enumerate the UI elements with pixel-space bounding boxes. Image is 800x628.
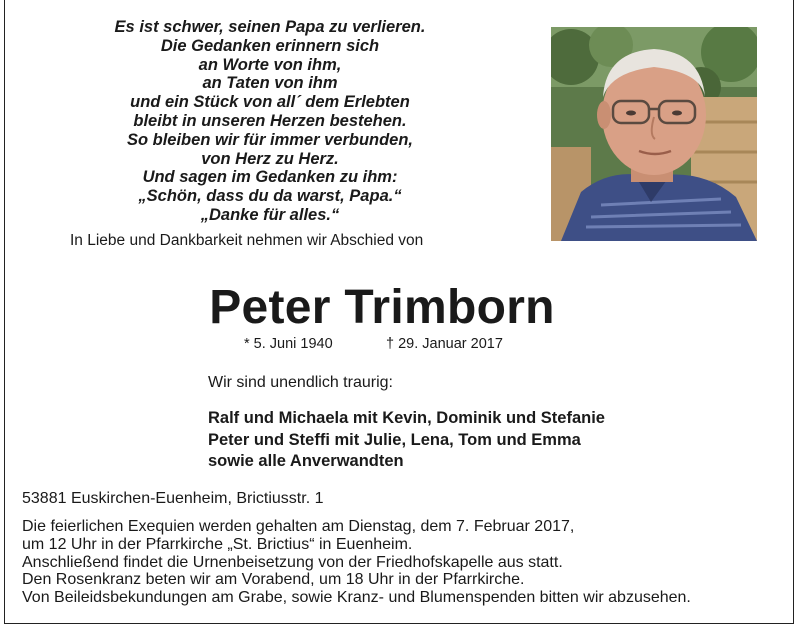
birth-date: * 5. Juni 1940 — [244, 336, 333, 352]
service-line: um 12 Uhr in der Pfarrkirche „St. Brictius“ in Euenheim. — [22, 535, 413, 553]
poem-line: bleibt in unseren Herzen bestehen. — [133, 111, 407, 130]
mourners-line: sowie alle Anverwandten — [208, 452, 404, 470]
poem-line: an Taten von ihm — [202, 74, 338, 93]
funeral-service-details — [22, 518, 691, 607]
death-date: † 29. Januar 2017 — [386, 336, 503, 352]
poem-line: an Worte von ihm, — [198, 55, 342, 74]
poem-line: von Herz zu Herz. — [201, 149, 339, 168]
mourners-line: Peter und Steffi mit Julie, Lena, Tom und Emma — [208, 430, 581, 449]
mourners-list — [208, 408, 605, 473]
poem-line: Und sagen im Gedanken zu ihm: — [142, 168, 398, 187]
mourning-intro: Wir sind unendlich traurig: — [208, 374, 393, 391]
poem-line: Die Gedanken erinnern sich — [160, 36, 380, 55]
service-line: Die feierlichen Exequien werden gehalten am Dienstag, dem 7. Februar 2017, — [22, 518, 575, 535]
service-line: Von Beileidsbekundungen am Grabe, sowie Kranz- und Blumenspenden bitten wir abzusehen. — [22, 589, 691, 607]
poem-line: „Schön, dass du da warst, Papa.“ — [138, 187, 402, 206]
memorial-poem — [70, 18, 470, 225]
service-line: Anschließend findet die Urnenbeisetzung von der Friedhofskapelle aus statt. — [22, 553, 563, 571]
poem-line: „Danke für alles.“ — [200, 205, 340, 224]
family-address: 53881 Euskirchen-Euenheim, Brictiusstr. 1 — [22, 490, 324, 507]
poem-line: und ein Stück von all´ dem Erlebten — [130, 93, 410, 112]
farewell-intro: In Liebe und Dankbarkeit nehmen wir Abschied von — [70, 232, 424, 249]
portrait-photo — [551, 27, 757, 241]
mourners-line: Ralf und Michaela mit Kevin, Dominik und Stefanie — [208, 409, 605, 427]
poem-line: So bleiben wir für immer verbunden, — [126, 130, 414, 149]
deceased-name: Peter Trimborn — [209, 281, 555, 334]
service-line: Den Rosenkranz beten wir am Vorabend, um 18 Uhr in der Pfarrkirche. — [22, 571, 525, 589]
poem-line: Es ist schwer, seinen Papa zu verlieren. — [114, 18, 426, 36]
